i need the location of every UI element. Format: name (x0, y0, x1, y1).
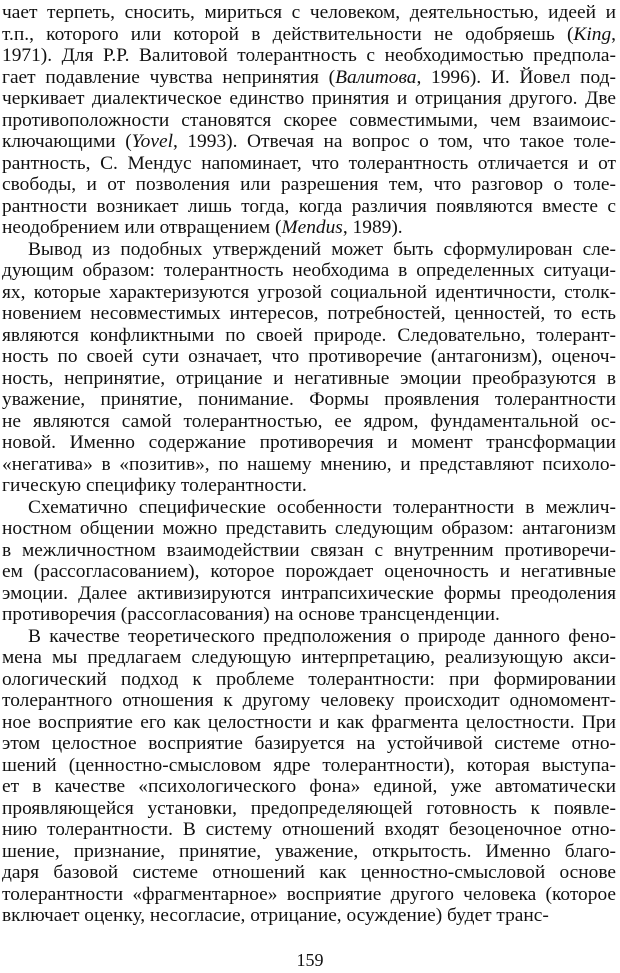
text-run: ное восприятие его как целостности и как фрагмента целостности. При (2, 711, 616, 733)
text-line (2, 88, 616, 110)
text-line (2, 217, 616, 239)
text-line (2, 45, 616, 67)
text-run: ность, непринятие, отрицание и негативные эмоции преобразуются в (2, 367, 616, 389)
text-run: уважение, принятие, понимание. Формы проявления толерантности (2, 389, 616, 410)
text-line (2, 432, 616, 454)
text-line (2, 260, 616, 282)
text-line (2, 325, 616, 347)
text-line (2, 454, 616, 476)
text-run: толерантности «фрагментарное» восприятие другого человека (которое (2, 883, 616, 905)
text-run: гает подавление чувства непринятия ( (2, 66, 336, 88)
text-run: эмоции. Далее активизируются интрапсихические формы преодоления (2, 582, 616, 604)
text-line (2, 862, 616, 884)
text-line (2, 733, 616, 755)
text-line (2, 884, 616, 906)
text-run: новой. Именно содержание противоречия и момент трансформации (2, 432, 616, 453)
text-run: ях, которые характеризуются угрозой социальной идентичности, столк- (2, 281, 616, 303)
text-run: мена мы предлагаем следующую интерпретацию, реализующую акси- (2, 647, 616, 668)
text-run: ологический подход к проблеме толерантности: при формировании (2, 668, 616, 690)
text-line (2, 647, 616, 669)
text-run: , 1993). Отвечая на вопрос о том, что такое толе- (172, 131, 616, 152)
text-line (2, 798, 616, 820)
text-run: даря базовой системе отношений как ценностно-смысловой основе (2, 862, 616, 883)
text-run: этом целостное восприятие базируется на устойчивой системе отно- (2, 733, 616, 754)
text-line (2, 282, 616, 304)
paragraph (2, 626, 616, 927)
text-line (2, 776, 616, 798)
text-line (2, 131, 616, 153)
text-line (2, 24, 616, 46)
text-line (2, 626, 616, 648)
citation-author: Yovel (131, 131, 173, 152)
text-run: 1971). Для Р.Р. Валитовой толерантность с необходимостью предпола- (2, 45, 616, 66)
citation-author: King (573, 23, 612, 45)
text-run: , 1996). И. Йовел под- (416, 66, 616, 88)
text-line (2, 2, 616, 24)
text-run: черкивает диалектическое единство принятия и отрицания другого. Две (2, 88, 616, 109)
text-line (2, 561, 616, 583)
text-run: дующим образом: толерантность необходима в определенных ситуаци- (2, 260, 616, 281)
body-text (2, 2, 616, 927)
citation-author: Валитова (335, 66, 417, 88)
paragraph (2, 2, 616, 239)
text-line (2, 497, 616, 519)
text-line (2, 389, 616, 411)
text-line (2, 841, 616, 863)
text-line (2, 411, 616, 433)
text-run: являются конфликтными по своей природе. Следовательно, толерант- (2, 324, 616, 346)
text-run: нию толерантности. В систему отношений входят безоценочное отно- (2, 819, 616, 840)
text-run: , (611, 23, 616, 45)
text-line (2, 540, 616, 562)
paragraph (2, 497, 616, 626)
text-run: шений (ценностно-смысловом ядре толерантности), которая выступа- (2, 754, 616, 776)
text-run: проявляющейся установки, предопределяющей готовность к появле- (2, 797, 616, 819)
text-line (2, 712, 616, 734)
text-run: противоположности становятся скорее совместимыми, чем взаимоис- (2, 109, 616, 131)
text-line (2, 475, 616, 497)
text-run: , 1989). (342, 217, 403, 238)
text-run: Вывод из подобных утверждений может быть сформулирован сле- (28, 238, 616, 260)
text-run: В качестве теоретического предположения о природе данного фено- (28, 625, 616, 647)
text-run: толерантного отношения к другому человеку происходит одномомент- (2, 690, 616, 711)
paragraph (2, 239, 616, 497)
text-run: «негатива» в «позитив», по нашему мнению, и представляют психоло- (2, 453, 616, 475)
text-line (2, 819, 616, 841)
text-run: чает терпеть, сносить, мириться с человеком, деятельностью, идеей и (2, 2, 616, 23)
text-line (2, 196, 616, 218)
text-line (2, 346, 616, 368)
text-run: шение, признание, принятие, уважение, открытость. Именно благо- (2, 840, 616, 862)
citation-author: Mendus (281, 217, 343, 238)
page-number: 159 (296, 950, 324, 970)
text-run: т.п., которого или которой в действительности не одобряешь ( (2, 23, 574, 45)
text-run: ключающими ( (2, 131, 132, 152)
text-line (2, 755, 616, 777)
text-line (2, 67, 616, 89)
text-line (2, 110, 616, 132)
text-line (2, 174, 616, 196)
text-line (2, 368, 616, 390)
text-line (2, 669, 616, 691)
text-run: ность по своей сути означает, что противоречие (антагонизм), оценоч- (2, 346, 616, 367)
text-line (2, 583, 616, 605)
text-run: не являются самой толерантностью, ее ядром, фундаментальной ос- (2, 410, 616, 432)
text-line (2, 905, 616, 927)
text-run: Схематично специфические особенности толерантности в межлич- (28, 496, 616, 518)
text-run: ет в качестве «психологического фона» единой, уже автоматически (2, 776, 616, 797)
text-run: в межличностном взаимодействии связан с внутренним противоречи- (2, 539, 616, 561)
text-line (2, 303, 616, 325)
text-run: неодобрением или отвращением ( (2, 217, 282, 238)
text-run: рантность, С. Мендус напоминает, что толерантность отличается и от (2, 152, 616, 174)
text-run: ем (рассогласованием), которое порождает оценочность и негативные (2, 561, 616, 582)
text-run: гическую специфику толерантности. (2, 475, 307, 496)
text-run: рантности возникает лишь тогда, когда различия появляются вместе с (2, 195, 616, 217)
text-run: новением несовместимых интересов, потребностей, ценностей, то есть (2, 303, 616, 324)
text-line (2, 604, 616, 626)
text-line (2, 690, 616, 712)
text-line (2, 239, 616, 261)
text-run: свободы, и от позволения или разрешения тем, что разговор о толе- (2, 174, 616, 195)
text-line (2, 518, 616, 540)
text-run: противоречия (рассогласования) на основе трансценденции. (2, 604, 500, 625)
text-run: ностном общении можно представить следующим образом: антагонизм (2, 518, 616, 539)
text-run: включает оценку, несогласие, отрицание, осуждение) будет транс- (2, 905, 549, 926)
text-line (2, 153, 616, 175)
